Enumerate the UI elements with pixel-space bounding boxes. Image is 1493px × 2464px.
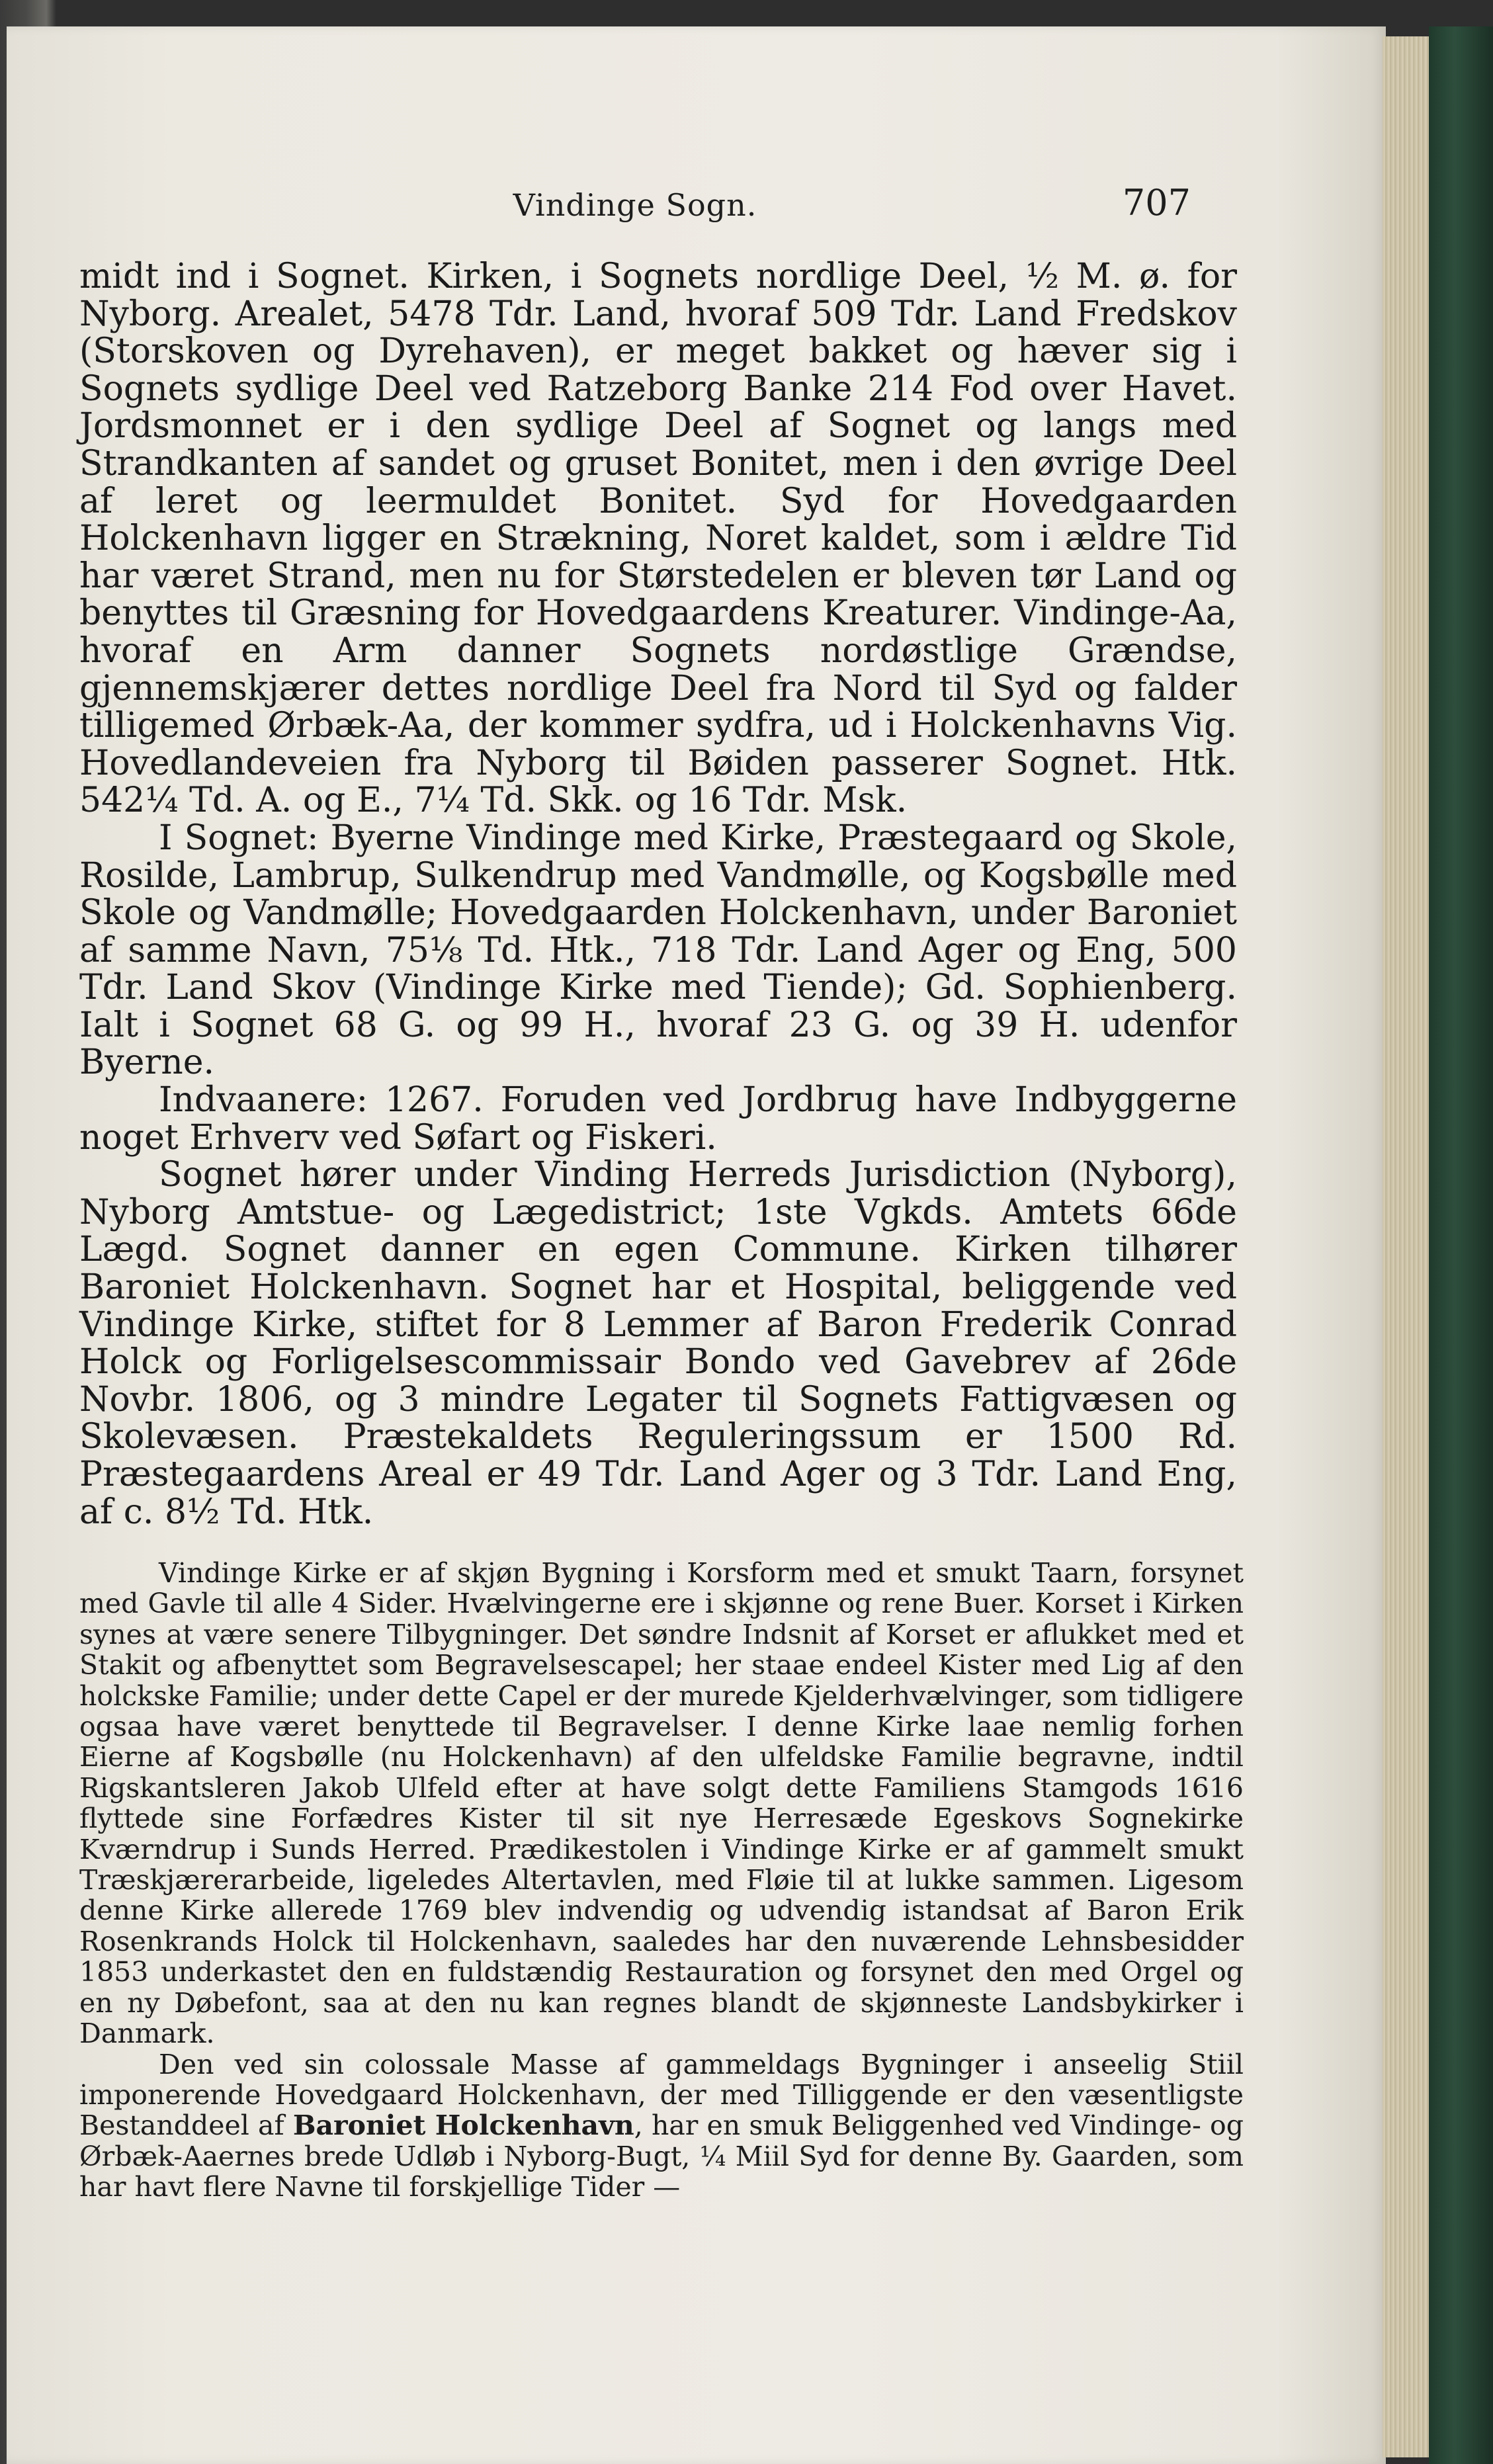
barony-name: Baroniet Holckenhavn [292,2109,634,2142]
note-church: Vindinge Kirke er af skjøn Bygning i Korsform med et smukt Taarn, forsynet med Gavle til alle 4 Sider. Hvælvingerne ere i skjønne og rene Buer. Korset i Kirken synes at være senere Tilbygninger. Det søndre Indsnit af Korset er aflukket med et Stakit og afbenyttet som Begravelsescapel; her staae endeel Kister med Lig af den holckske Familie; under dette Capel er der murede Kjelderhvælvinger, som tidligere ogsaa have været benyttede til Begravelser. I denne Kirke laae nemlig forhen Eierne af Kogsbølle (nu Holckenhavn) af den ulfeldske Familie begravne, indtil Rigskantsleren Jakob Ulfeld efter at have solgt dette Familiens Stamgods 1616 flyttede sine Forfædres Kister til sit nye Herresæde Egeskovs Sognekirke Kværndrup i Sunds Herred. Prædikestolen i Vindinge Kirke er af gammelt smukt Træskjærerarbeide, ligeledes Altertavlen, med Fløie til at lukke sammen. Ligesom denne Kirke allerede 1769 blev indvendig og udvendig istandsat af Baron Erik Rosenkrands Holck til Holckenhavn, saaledes har den nuværende Lehnsbesidder 1853 underkastet den en fuldstændig Restauration og forsynet den med Orgel og en ny Døbefont, saa at den nu kan regnes blandt de skjønneste Landsbykirker i Danmark. [79,1557,1244,2050]
running-head: Vindinge Sogn. [513,187,757,223]
note-manor [79,2049,1244,2203]
book-binding [1429,26,1493,2464]
small-print-notes [79,1558,1244,2203]
paragraph-population: Indvaanere: 1267. Foruden ved Jordbrug have Indbyggerne noget Erhverv ved Søfart og Fiskeri. [79,1080,1237,1158]
paragraph-localities: I Sognet: Byerne Vindinge med Kirke, Præstegaard og Skole, Rosilde, Lambrup, Sulkendrup med Vandmølle, og Kogsbølle med Skole og Vandmølle; Hovedgaarden Holckenhavn, under Baroniet af samme Navn, 75⅛ Td. Htk., 718 Tdr. Land Ager og Eng, 500 Tdr. Land Skov (Vindinge Kirke med Tiende); Gd. Sophienberg. Ialt i Sognet 68 G. og 99 H., hvoraf 23 G. og 39 H. udenfor Byerne. [79,818,1237,1083]
main-text [79,258,1237,1531]
paragraph-continuation: midt ind i Sognet. Kirken, i Sognets nordlige Deel, ½ M. ø. for Nyborg. Arealet, 5478 Tdr. Land, hvoraf 509 Tdr. Land Fredskov (Storskoven og Dyrehaven), er meget bakket og hæver sig i Sognets sydlige Deel ved Ratzeborg Banke 214 Fod over Havet. Jordsmonnet er i den sydlige Deel af Sognet og langs med Strandkanten af sandet og gruset Bonitet, men i den øvrige Deel af leret og leermuldet Bonitet. Syd for Hovedgaarden Holckenhavn ligger en Strækning, Noret kaldet, som i ældre Tid har været Strand, men nu for Størstedelen er bleven tør Land og benyttes til Græsning for Hovedgaardens Kreaturer. Vindinge-Aa, hvoraf en Arm danner Sognets nordøstlige Grændse, gjennemskjærer dettes nordlige Deel fra Nord til Syd og falder tilligemed Ørbæk-Aa, der kommer sydfra, ud i Holckenhavns Vig. Hovedlandeveien fra Nyborg til Bøiden passerer Sognet. Htk. 542¼ Td. A. og E., 7¼ Td. Skk. og 16 Tdr. Msk. [79,257,1237,821]
note-manor-text-start: Den ved sin colossale Masse af gammeldags Bygninger i anseelig Stiil imponerende Hovedgaard Holckenhavn, der med Tilliggende er den væsentligste Bestanddeel af [79,2048,1244,2142]
paragraph-jurisdiction: Sognet hører under Vinding Herreds Jurisdiction (Nyborg), Nyborg Amtstue- og Lægedistrict; 1ste Vgkds. Amtets 66de Lægd. Sognet danner en egen Commune. Kirken tilhører Baroniet Holckenhavn. Sognet har et Hospital, beliggende ved Vindinge Kirke, stiftet for 8 Lemmer af Baron Frederik Conrad Holck og Forligelsescommissair Bondo ved Gavebrev af 26de Novbr. 1806, og 3 mindre Legater til Sognets Fattigvæsen og Skolevæsen. Præstekaldets Reguleringssum er 1500 Rd. Præstegaardens Areal er 49 Tdr. Land Ager og 3 Tdr. Land Eng, af c. 8½ Td. Htk. [79,1155,1237,1532]
page-number: 707 [1122,182,1191,224]
note-manor-text-end: , har en smuk Beliggenhed ved Vindinge- og Ørbæk-Aaernes brede Udløb i Nyborg-Bugt, ¼ Miil Syd for denne By. Gaarden, som har havt flere Navne til forskjellige Tider — [79,2109,1244,2203]
page-header [79,182,1191,228]
page-edges [1383,36,1429,2457]
